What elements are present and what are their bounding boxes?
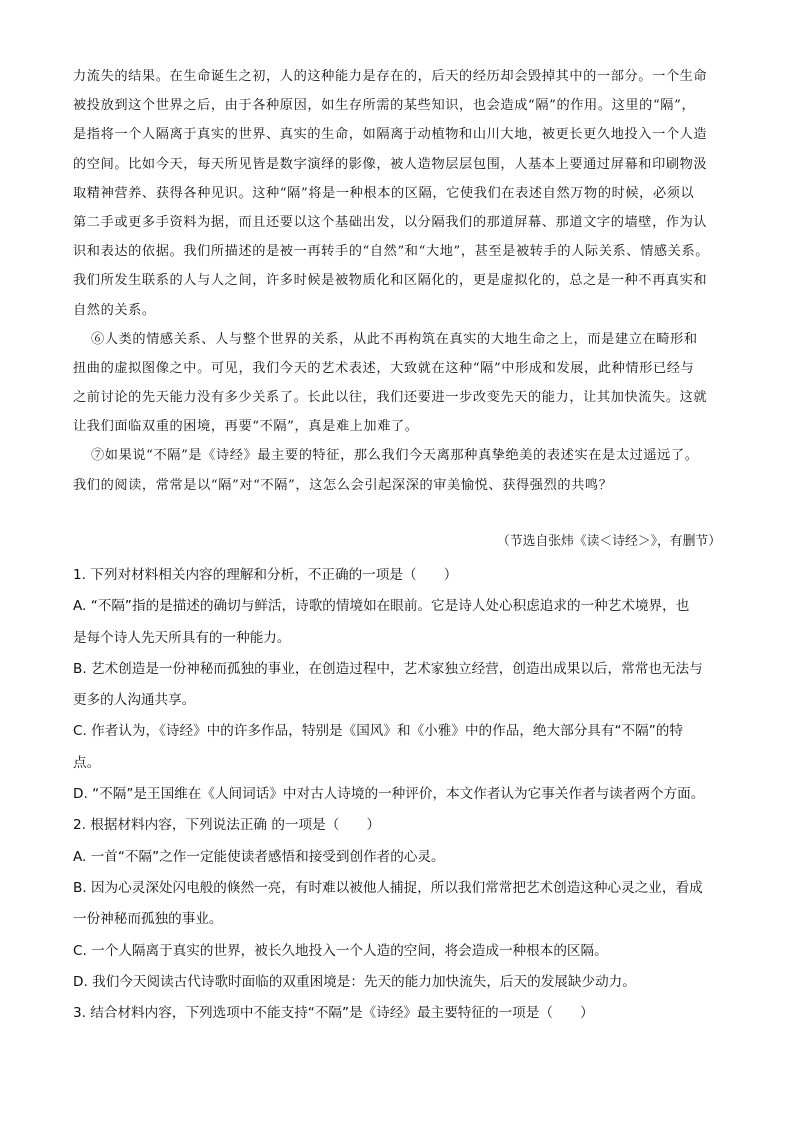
passage-line: 第二手或更多手资料为据，而且还要以这个基础出发，以分隔我们的那道屏幕、那道文字的墙壁，作为认	[73, 214, 708, 230]
passage-line: 让我们面临双重的困境，再要“不隔”，真是难上加难了。	[73, 419, 419, 435]
passage-line: 的空间。比如今天，每天所见皆是数字演绎的影像，被人造物层层包围，人基本上要通过屏幕和印刷物汲	[73, 156, 708, 172]
passage-line: 我们的阅读，常常是以“隔”对“不隔”，这怎么会引起深深的审美愉悦、获得强烈的共鸣？	[73, 477, 613, 493]
passage-line: 是指将一个人隔离于真实的世界、真实的生命，如隔离于动植物和山川大地，被更长更久地投入一个人造	[73, 127, 708, 143]
passage-line: 我们所发生联系的人与人之间，许多时候是被物质化和区隔化的，更是虚拟化的，总之是一种不再真实和	[73, 273, 708, 289]
question-2-option-b-cont: 一份神秘而孤独的事业。	[73, 911, 223, 928]
question-2-option-b: B. 因为心灵深处闪电般的倏然一亮，有时难以被他人捕捉，所以我们常常把艺术创造这种心灵之业，看成	[73, 879, 703, 896]
passage-line: 取精神营养、获得各种见识。这种“隔”将是一种根本的区隔，它使我们在表述自然万物的时候，必须以	[73, 185, 695, 201]
question-2-option-d: D. 我们今天阅读古代诗歌时面临的双重困境是：先天的能力加快流失，后天的发展缺少动力。	[73, 973, 636, 990]
passage-line: 自然的关系。	[73, 302, 156, 318]
question-1-option-a: A. “不隔”指的是描述的确切与鲜活，诗歌的情境如在眼前。它是诗人处心积虑追求的一种艺术境界，也	[73, 598, 690, 615]
paragraph-7-start: ⑦如果说“不隔”是《诗经》最主要的特征，那么我们今天离那种真挚绝美的表述实在是太过遥远了。	[91, 448, 699, 464]
passage-line: 被投放到这个世界之后，由于各种原因，如生存所需的某些知识，也会造成“隔”的作用。这里的“隔”，	[73, 98, 696, 114]
paragraph-6-start: ⑥人类的情感关系、人与整个世界的关系，从此不再构筑在真实的大地生命之上，而是建立在畸形和	[91, 331, 698, 347]
question-3-stem: 3. 结合材料内容，下列选项中不能支持“不隔”是《诗经》最主要特征的一项是（ ）	[73, 1005, 594, 1022]
reading-passage	[73, 62, 723, 500]
passage-line: 识和表达的依据。我们所描述的是被一再转手的“自然”和“大地”，甚至是被转手的人际关系、情感关系。	[73, 244, 710, 260]
question-2-option-c: C. 一个人隔离于真实的世界，被长久地投入一个人造的空间，将会造成一种根本的区隔。	[73, 942, 608, 959]
question-1-option-d: D. “不隔”是王国维在《人间词话》中对古人诗境的一种评价，本文作者认为它事关作者与读者两个方面。	[73, 786, 705, 803]
passage-line: 力流失的结果。在生命诞生之初，人的这种能力是存在的，后天的经历却会毁掉其中的一部分。一个生命	[73, 69, 708, 84]
question-1-option-c-cont: 点。	[73, 754, 101, 771]
question-1-option-a-cont: 是每个诗人先天所具有的一种能力。	[73, 629, 291, 646]
question-1-stem: 1. 下列对材料相关内容的理解和分析，不正确的一项是（ ）	[73, 567, 458, 583]
passage-line: 之前讨论的先天能力没有多少关系了。长此以往，我们还要进一步改变先天的能力，让其加快流失。这就	[73, 390, 708, 406]
question-1-option-b-cont: 更多的人沟通共享。	[73, 692, 196, 709]
question-1-option-b: B. 艺术创造是一份神秘而孤独的事业，在创造过程中，艺术家独立经营，创造出成果以后，常常也无法与	[73, 660, 703, 677]
passage-source: （节选自张炜《读＜诗经＞》，有删节）	[497, 534, 721, 549]
question-section	[73, 560, 733, 1029]
question-2-option-a: A. 一首“不隔”之作一定能使读者感悟和接受到创作者的心灵。	[73, 848, 445, 865]
question-2-stem: 2. 根据材料内容，下列说法正确 的一项是（ ）	[73, 817, 381, 834]
question-1-option-c: C. 作者认为，《诗经》中的许多作品，特别是《国风》和《小雅》中的作品，绝大部分具有“不隔”的特	[73, 723, 683, 740]
passage-line: 扭曲的虚拟图像之中。可见，我们今天的艺术表述，大致就在这种“隔”中形成和发展，此种情形已经与	[73, 360, 695, 376]
